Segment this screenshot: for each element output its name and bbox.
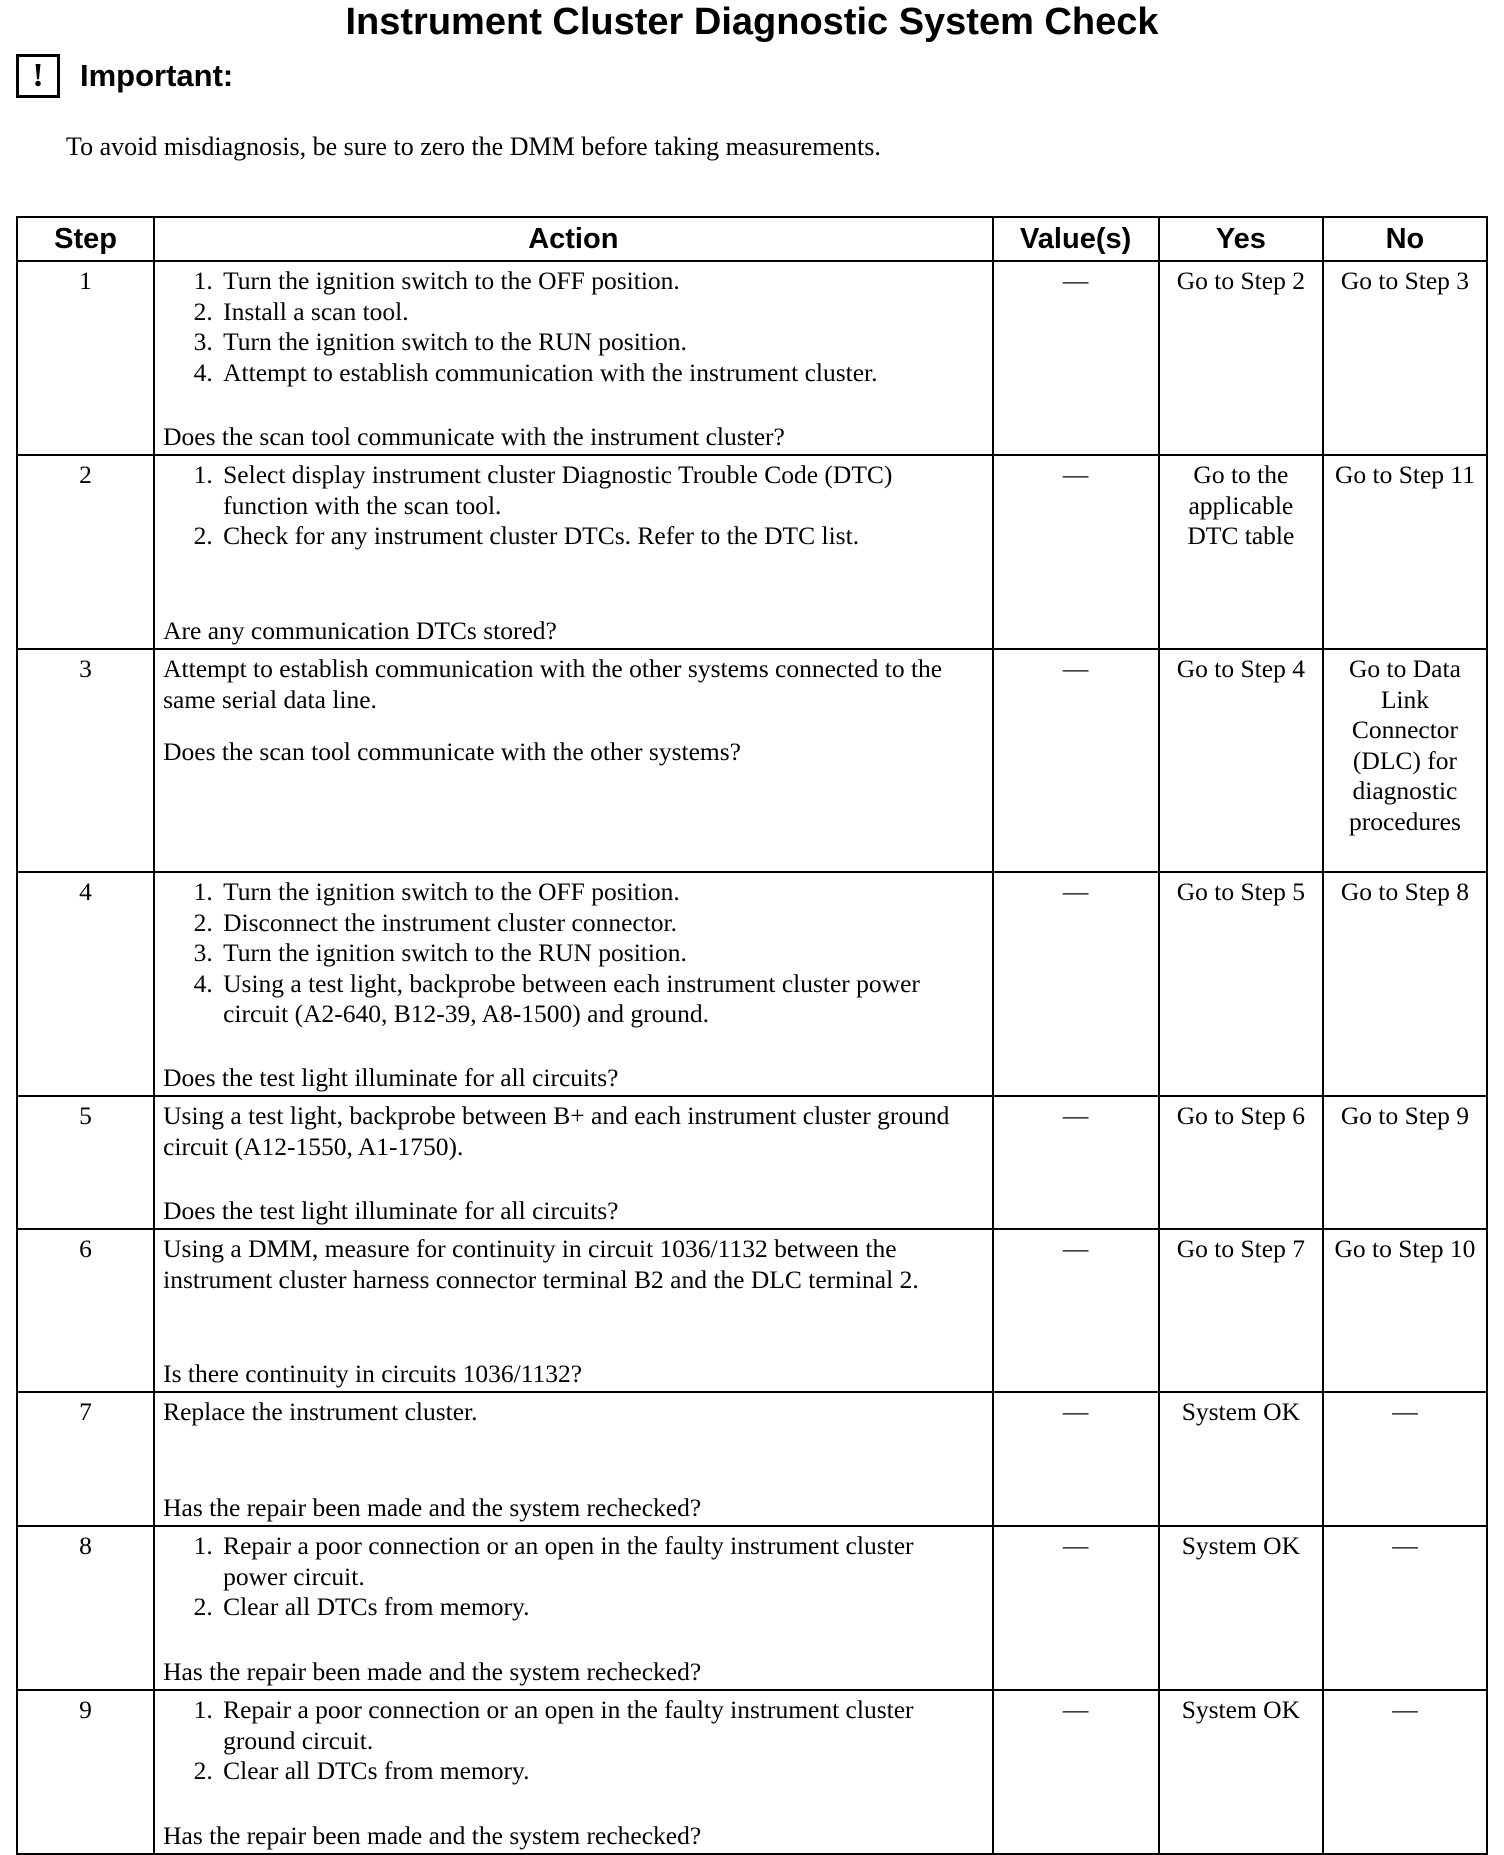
table-row <box>17 872 1487 1096</box>
table-row <box>17 1526 1487 1690</box>
instruction-item: 2. Install a scan tool. <box>219 297 983 328</box>
table-row <box>17 1096 1487 1229</box>
action-paragraph: Using a DMM, measure for continuity in circuit 1036/1132 between the instrument cluster harness connector terminal B2 and the DLC terminal 2. <box>163 1234 919 1294</box>
action-instructions <box>163 266 983 388</box>
action-content <box>163 1397 983 1523</box>
action-question: Has the repair been made and the system rechecked? <box>163 1492 702 1522</box>
step-number: 7 <box>17 1392 154 1526</box>
value-cell: — <box>993 1096 1159 1229</box>
action-instructions <box>163 1397 983 1428</box>
instruction-item: 1. Select display instrument cluster Diagnostic Trouble Code (DTC) function with the scan tool. <box>219 460 983 521</box>
action-instructions <box>163 1234 983 1295</box>
instruction-item: 2. Clear all DTCs from memory. <box>219 1756 983 1787</box>
no-cell: — <box>1323 1526 1487 1690</box>
table-row <box>17 649 1487 872</box>
action-cell <box>154 1392 992 1526</box>
instruction-item: 1. Turn the ignition switch to the OFF position. <box>219 266 983 297</box>
action-content <box>163 266 983 452</box>
action-instructions <box>163 460 983 552</box>
instruction-list <box>163 1695 983 1787</box>
step-number: 5 <box>17 1096 154 1229</box>
action-cell <box>154 1690 992 1854</box>
yes-cell: Go to Step 7 <box>1159 1229 1323 1392</box>
action-cell <box>154 1526 992 1690</box>
action-instructions <box>163 1695 983 1787</box>
action-cell <box>154 455 992 649</box>
action-instructions <box>163 1101 983 1162</box>
yes-cell: Go to Step 4 <box>1159 649 1323 872</box>
instruction-item: 1. Repair a poor connection or an open in the faulty instrument cluster power circuit. <box>219 1531 983 1592</box>
action-instructions <box>163 1531 983 1623</box>
step-number: 9 <box>17 1690 154 1854</box>
action-paragraph: Using a test light, backprobe between B+ and each instrument cluster ground circuit (A12-1550, A1-1750). <box>163 1101 950 1161</box>
value-cell: — <box>993 1526 1159 1690</box>
instruction-item: 2. Check for any instrument cluster DTCs. Refer to the DTC list. <box>219 521 983 552</box>
yes-cell: System OK <box>1159 1392 1323 1526</box>
instruction-list <box>163 877 983 1030</box>
no-cell: — <box>1323 1690 1487 1854</box>
step-number: 8 <box>17 1526 154 1690</box>
value-cell: — <box>993 1690 1159 1854</box>
action-cell <box>154 261 992 455</box>
instruction-list <box>163 1531 983 1623</box>
action-question: Has the repair been made and the system rechecked? <box>163 1820 702 1850</box>
action-content <box>163 654 983 869</box>
action-question: Does the test light illuminate for all circuits? <box>163 1195 619 1225</box>
table-body <box>17 261 1487 1854</box>
value-cell: — <box>993 649 1159 872</box>
step-number: 2 <box>17 455 154 649</box>
action-instructions <box>163 654 983 715</box>
instruction-item: 2. Disconnect the instrument cluster connector. <box>219 908 983 939</box>
table-row <box>17 1392 1487 1526</box>
value-cell: — <box>993 455 1159 649</box>
table-row <box>17 1229 1487 1392</box>
action-question: Does the test light illuminate for all circuits? <box>163 1062 619 1092</box>
step-number: 1 <box>17 261 154 455</box>
action-content <box>163 1234 983 1389</box>
table-row <box>17 261 1487 455</box>
step-number: 4 <box>17 872 154 1096</box>
action-paragraph: Attempt to establish communication with the other systems connected to the same serial data line. <box>163 654 943 714</box>
no-cell: Go to Step 11 <box>1323 455 1487 649</box>
header-no: No <box>1323 217 1487 261</box>
instruction-list <box>163 266 983 388</box>
yes-cell: System OK <box>1159 1526 1323 1690</box>
instruction-item: 3. Turn the ignition switch to the RUN position. <box>219 327 983 358</box>
value-cell: — <box>993 872 1159 1096</box>
table-row <box>17 1690 1487 1854</box>
exclamation-icon: ! <box>16 54 60 98</box>
header-yes: Yes <box>1159 217 1323 261</box>
page-title: Instrument Cluster Diagnostic System Check <box>345 1 1159 43</box>
action-cell <box>154 872 992 1096</box>
no-cell: Go to Step 8 <box>1323 872 1487 1096</box>
action-question: Has the repair been made and the system rechecked? <box>163 1656 702 1686</box>
header-values: Value(s) <box>993 217 1159 261</box>
step-number: 6 <box>17 1229 154 1392</box>
no-cell: Go to Step 9 <box>1323 1096 1487 1229</box>
value-cell: — <box>993 1392 1159 1526</box>
instruction-item: 4. Attempt to establish communication with the instrument cluster. <box>219 358 983 389</box>
yes-cell: Go to Step 5 <box>1159 872 1323 1096</box>
action-question: Are any communication DTCs stored? <box>163 615 557 645</box>
important-label: Important: <box>80 58 234 93</box>
instruction-item: 2. Clear all DTCs from memory. <box>219 1592 983 1623</box>
important-note: To avoid misdiagnosis, be sure to zero the DMM before taking measurements. <box>66 132 881 161</box>
yes-cell: Go to Step 2 <box>1159 261 1323 455</box>
no-cell: Go to Step 3 <box>1323 261 1487 455</box>
yes-cell: Go to the applicable DTC table <box>1159 455 1323 649</box>
no-cell: Go to Step 10 <box>1323 1229 1487 1392</box>
action-content <box>163 1531 983 1687</box>
action-question: Is there continuity in circuits 1036/1132? <box>163 1358 583 1388</box>
action-content <box>163 1695 983 1851</box>
no-cell: — <box>1323 1392 1487 1526</box>
diagnostic-table <box>16 216 1488 1855</box>
instruction-list <box>163 460 983 552</box>
action-question: Does the scan tool communicate with the instrument cluster? <box>163 421 785 451</box>
action-paragraph: Replace the instrument cluster. <box>163 1397 478 1426</box>
yes-cell: System OK <box>1159 1690 1323 1854</box>
value-cell: — <box>993 1229 1159 1392</box>
value-cell: — <box>993 261 1159 455</box>
action-cell <box>154 1096 992 1229</box>
action-content <box>163 460 983 646</box>
header-step: Step <box>17 217 154 261</box>
action-question: Does the scan tool communicate with the other systems? <box>163 737 741 766</box>
action-content <box>163 877 983 1093</box>
instruction-item: 1. Turn the ignition switch to the OFF position. <box>219 877 983 908</box>
step-number: 3 <box>17 649 154 872</box>
yes-cell: Go to Step 6 <box>1159 1096 1323 1229</box>
table-row <box>17 455 1487 649</box>
important-callout <box>16 52 233 100</box>
action-cell <box>154 1229 992 1392</box>
action-cell <box>154 649 992 872</box>
instruction-item: 3. Turn the ignition switch to the RUN position. <box>219 938 983 969</box>
instruction-item: 1. Repair a poor connection or an open in the faulty instrument cluster ground circuit. <box>219 1695 983 1756</box>
no-cell: Go to Data Link Connector (DLC) for diagnostic procedures <box>1323 649 1487 872</box>
action-instructions <box>163 877 983 1030</box>
action-content <box>163 1101 983 1226</box>
instruction-item: 4. Using a test light, backprobe between each instrument cluster power circuit (A2-640, B12-39, A8-1500) and ground. <box>219 969 983 1030</box>
header-action: Action <box>154 217 992 261</box>
table-header-row <box>17 217 1487 261</box>
